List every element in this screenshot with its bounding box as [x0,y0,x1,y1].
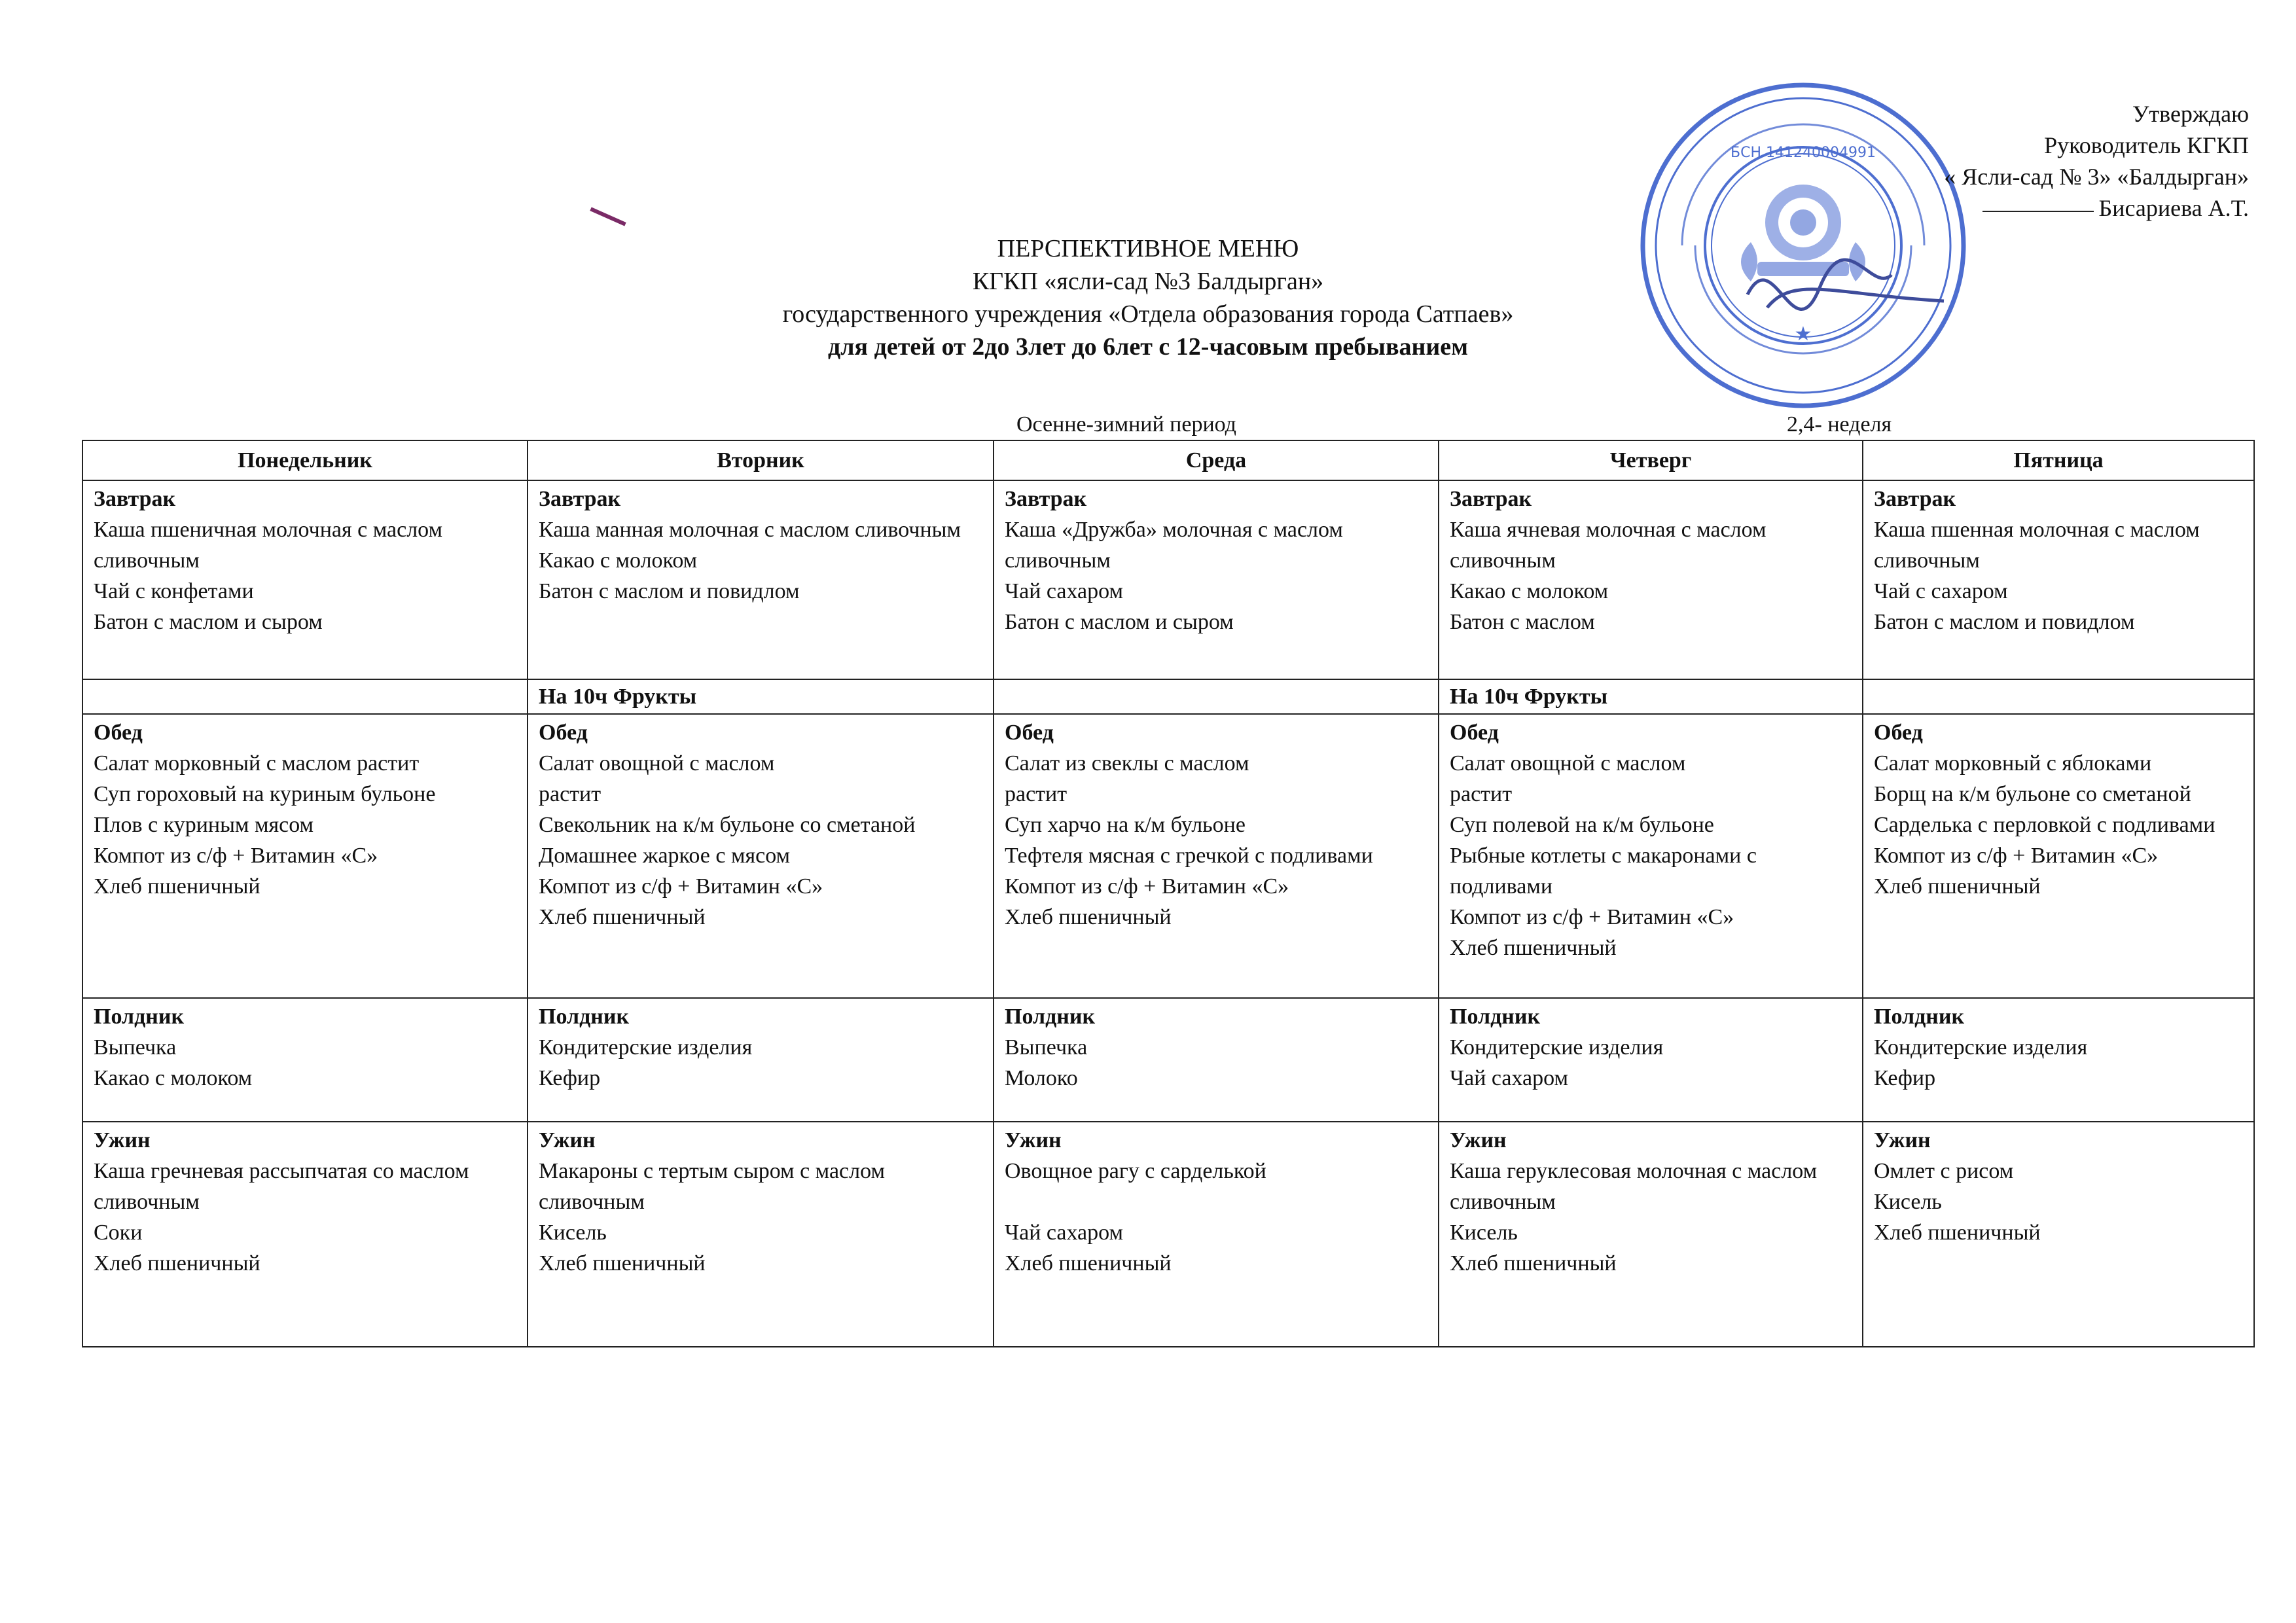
meal-label: Полдник [1874,1005,1965,1029]
lunch-cell-thursday [1439,714,1863,998]
day-header-friday: Пятница [1863,440,2254,480]
period-row [0,412,2296,441]
lunch-row [82,714,2254,998]
lunch-cell-friday [1863,714,2254,998]
meal-items: Каша ячневая молочная с маслом сливочным Какао с молоком Батон с маслом [1450,518,1767,634]
meal-label: Ужин [539,1128,596,1152]
afternoon-cell-friday [1863,998,2254,1122]
meal-items: Выпечка Какао с молоком [94,1035,253,1090]
fruit-snack-monday [82,679,528,714]
approval-signature-line [1944,192,2249,224]
meal-items: Каша пшеничная молочная с маслом сливочным Чай с конфетами Батон с маслом и сыром [94,518,443,634]
approval-line-3: « Ясли-сад № 3» «Балдырган» [1944,164,2249,190]
afternoon-snack-row [82,998,2254,1122]
meal-label: Ужин [1005,1128,1062,1152]
day-header-row [82,440,2254,480]
breakfast-cell-friday [1863,480,2254,679]
title-line-2: КГКП «ясли-сад №3 Балдырган» [972,268,1324,295]
signature-underline [1982,211,2094,212]
meal-items: Овощное рагу с сарделькой Чай сахаром Хлеб пшеничный [1005,1159,1266,1275]
meal-label: Ужин [94,1128,151,1152]
dinner-cell-tuesday [528,1122,994,1347]
meal-label: Полдник [539,1005,630,1029]
meal-label: Завтрак [1005,487,1087,511]
svg-text:БСН 141240004991: БСН 141240004991 [1731,145,1876,161]
meal-label: Полдник [1005,1005,1096,1029]
meal-items: Выпечка Молоко [1005,1035,1088,1090]
meal-label: Полдник [94,1005,185,1029]
fruit-snack-thursday: На 10ч Фрукты [1439,679,1863,714]
meal-items: Каша «Дружба» молочная с маслом сливочным Чай сахаром Батон с маслом и сыром [1005,518,1343,634]
breakfast-cell-wednesday [994,480,1439,679]
meal-items: Омлет с рисом Кисель Хлеб пшеничный [1874,1159,2041,1245]
season-period: Осенне-зимний период [1016,412,1236,437]
day-header-monday: Понедельник [82,440,528,480]
ink-mark [590,207,626,226]
title-line-3: государственного учреждения «Отдела образования города Сатпаев» [782,300,1514,328]
approval-line-1: Утверждаю [2132,101,2249,127]
fruit-snack-tuesday: На 10ч Фрукты [528,679,994,714]
meal-label: Обед [1450,721,1499,745]
meal-items: Кондитерские изделия Кефир [1874,1035,2088,1090]
meal-items: Макароны с тертым сыром с маслом сливочным Кисель Хлеб пшеничный [539,1159,885,1275]
breakfast-cell-thursday [1439,480,1863,679]
dinner-cell-monday [82,1122,528,1347]
meal-items: Кондитерские изделия Кефир [539,1035,753,1090]
meal-items: Салат овощной с маслом растит Свекольник на к/м бульоне со сметаной Домашнее жаркое с мясом Компот из с/ф + Витамин «С» Хлеб пшеничный [539,751,916,929]
meal-items: Каша гречневая рассыпчатая со маслом сливочным Соки Хлеб пшеничный [94,1159,469,1275]
meal-label: Обед [1005,721,1054,745]
breakfast-row [82,480,2254,679]
meal-label: Обед [1874,721,1923,745]
document-title [0,232,2296,363]
approver-name: Бисариева А.Т. [2098,195,2249,221]
afternoon-cell-wednesday [994,998,1439,1122]
day-header-thursday: Четверг [1439,440,1863,480]
meal-label: Завтрак [1874,487,1956,511]
meal-label: Завтрак [1450,487,1532,511]
meal-label: Завтрак [539,487,621,511]
meal-items: Кондитерские изделия Чай сахаром [1450,1035,1664,1090]
menu-table [82,440,2255,1347]
fruit-snack-friday [1863,679,2254,714]
meal-label: Обед [539,721,588,745]
title-line-1: ПЕРСПЕКТИВНОЕ МЕНЮ [997,235,1299,262]
afternoon-cell-thursday [1439,998,1863,1122]
approval-line-2: Руководитель КГКП [2044,132,2249,158]
dinner-row [82,1122,2254,1347]
lunch-cell-monday [82,714,528,998]
meal-label: Завтрак [94,487,176,511]
meal-label: Полдник [1450,1005,1541,1029]
approval-block [1944,98,2249,224]
dinner-cell-friday [1863,1122,2254,1347]
meal-items: Салат овощной с маслом растит Суп полевой на к/м бульоне Рыбные котлеты с макаронами с подливами Компот из с/ф + Витамин «С» Хлеб пшеничный [1450,751,1757,960]
fruit-snack-wednesday [994,679,1439,714]
svg-text:★: ★ [1794,323,1812,346]
meal-items: Салат из свеклы с маслом растит Суп харчо на к/м бульоне Тефтеля мясная с гречкой с подливами Компот из с/ф + Витамин «С» Хлеб пшеничный [1005,751,1373,929]
breakfast-cell-monday [82,480,528,679]
day-header-tuesday: Вторник [528,440,994,480]
meal-label: Ужин [1450,1128,1507,1152]
meal-items: Каша манная молочная с маслом сливочным Какао с молоком Батон с маслом и повидлом [539,518,961,603]
day-header-wednesday: Среда [994,440,1439,480]
meal-items: Каша пшенная молочная с маслом сливочным Чай с сахаром Батон с маслом и повидлом [1874,518,2200,634]
meal-label: Ужин [1874,1128,1931,1152]
afternoon-cell-monday [82,998,528,1122]
lunch-cell-wednesday [994,714,1439,998]
week-number: 2,4- неделя [1787,412,1892,437]
lunch-cell-tuesday [528,714,994,998]
dinner-cell-thursday [1439,1122,1863,1347]
dinner-cell-wednesday [994,1122,1439,1347]
afternoon-cell-tuesday [528,998,994,1122]
meal-items: Каша геруклесовая молочная с маслом сливочным Кисель Хлеб пшеничный [1450,1159,1818,1275]
fruit-snack-row [82,679,2254,714]
meal-items: Салат морковный с яблоками Борщ на к/м бульоне со сметаной Сарделька с перловкой с подливами Компот из с/ф + Витамин «С» Хлеб пшеничный [1874,751,2215,899]
breakfast-cell-tuesday [528,480,994,679]
title-line-4: для детей от 2до 3лет до 6лет с 12-часовым пребыванием [828,333,1468,361]
meal-label: Обед [94,721,143,745]
meal-items: Салат морковный с маслом растит Суп гороховый на куриным бульоне Плов с куриным мясом Компот из с/ф + Витамин «С» Хлеб пшеничный [94,751,436,899]
